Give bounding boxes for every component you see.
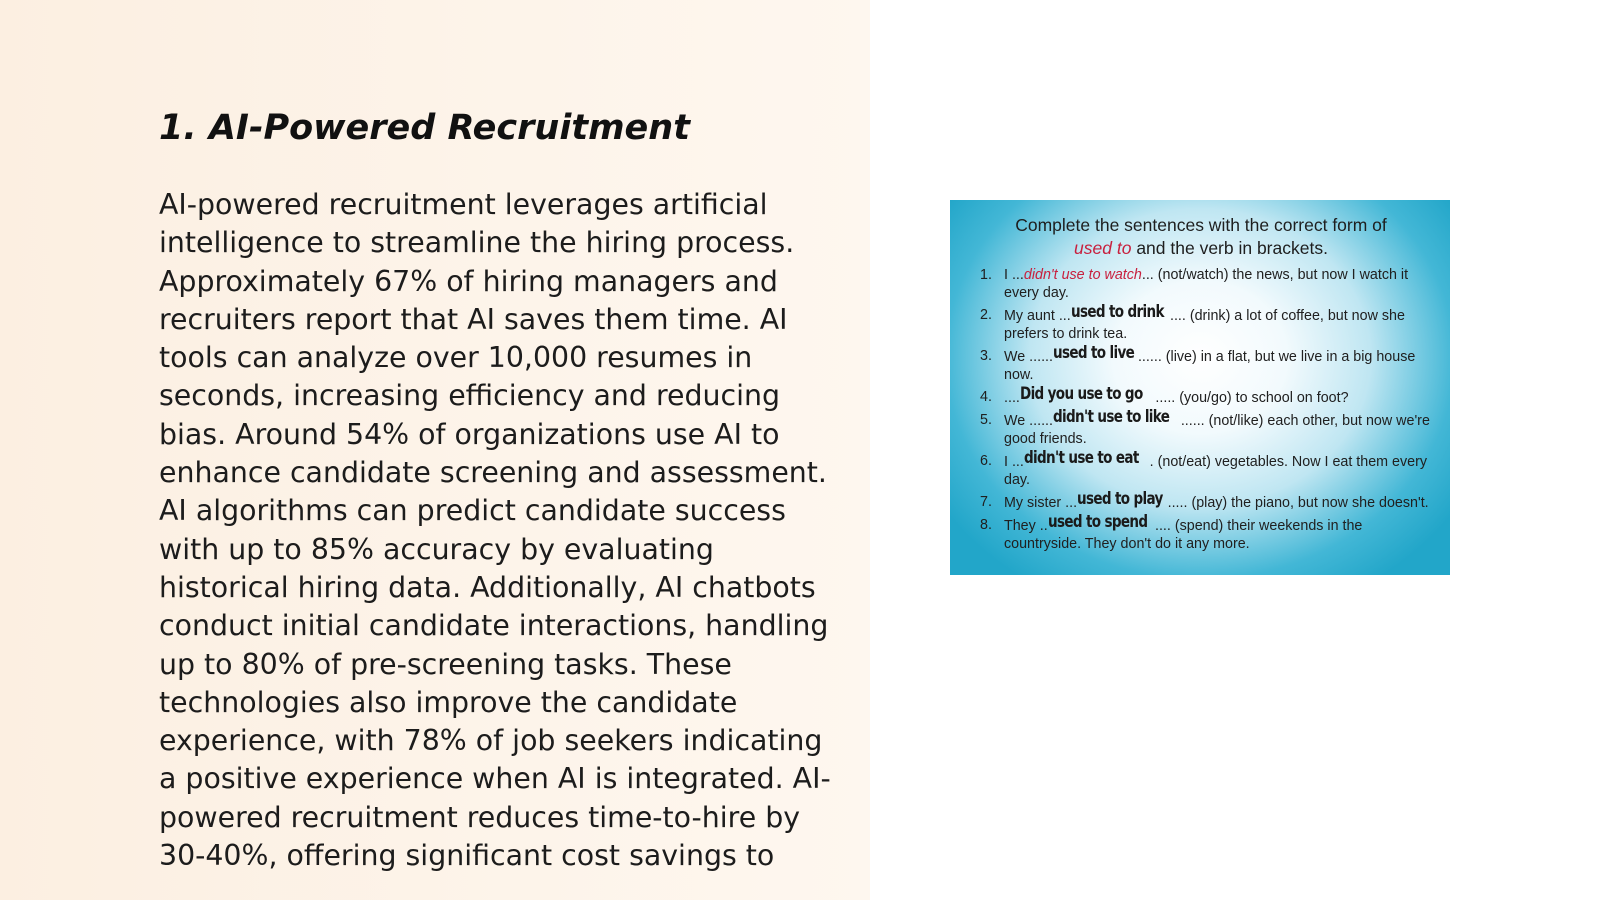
item-sentence: [1004, 512, 1430, 553]
item-sentence: [1004, 302, 1430, 343]
item-post: .... (spend) their weekends in the countryside. They don't do it any more.: [1004, 518, 1363, 552]
item-sentence: [1004, 266, 1430, 302]
item-pre: I ...: [1004, 267, 1024, 283]
item-sentence: [1004, 489, 1430, 512]
item-number: 6.: [980, 453, 992, 469]
worksheet-title: [972, 214, 1430, 260]
item-number: 2.: [980, 307, 992, 323]
item-sentence: [1004, 384, 1430, 407]
worksheet-title-line2: and the verb in brackets.: [1131, 238, 1328, 258]
item-number: 1.: [980, 267, 992, 283]
worksheet-item: [972, 343, 1430, 384]
worksheet-item: [972, 302, 1430, 343]
item-pre: My sister ...: [1004, 495, 1078, 511]
item-answer: didn't use to eat: [1023, 448, 1139, 467]
item-number: 7.: [980, 494, 992, 510]
slide-title: 1. AI-Powered Recruitment: [159, 108, 690, 148]
item-sentence: [1004, 343, 1430, 384]
item-sentence: [1004, 407, 1430, 448]
item-answer: used to drink: [1070, 302, 1164, 321]
item-answer: used to spend: [1047, 512, 1148, 531]
item-post: ...... (live) in a flat, but we live in a big house now.: [1004, 349, 1416, 383]
slide-body-text: AI-powered recruitment leverages artificial intelligence to streamline the hiring process. Approximately 67% of hiring managers and recruiters report that AI saves them time. AI tools can analyze over 10,000 resumes in seconds, increasing efficiency and reducing bias. Around 54% of organizations use AI to enhance candidate screening and assessment. AI algorithms can predict candidate success with up to 85% accuracy by evaluating historical hiring data. Additionally, AI chatbots conduct initial candidate interactions, handling up to 80% of pre-screening tasks. These technologies also improve the candidate experience, with 78% of job seekers indicating a positive experience when AI is integrated. AI-powered recruitment reduces time-to-hire by 30-40%, offering significant cost savings to: [159, 188, 831, 873]
item-post: .... (drink) a lot of coffee, but now she prefers to drink tea.: [1004, 308, 1405, 342]
worksheet-item: [972, 489, 1430, 512]
item-pre: We ......: [1004, 349, 1053, 365]
item-pre: I ...: [1004, 454, 1024, 470]
item-post: . (not/eat) vegetables. Now I eat them every day.: [1004, 454, 1428, 488]
item-post: ..... (you/go) to school on foot?: [1155, 390, 1349, 406]
item-post: ...... (not/like) each other, but now we're good friends.: [1004, 413, 1430, 447]
worksheet-item: [972, 407, 1430, 448]
worksheet-item: [972, 384, 1430, 407]
worksheet-item: [972, 448, 1430, 489]
item-post: ..... (play) the piano, but now she doesn't.: [1167, 495, 1429, 511]
worksheet-image: [950, 200, 1450, 575]
item-number: 8.: [980, 517, 992, 533]
worksheet-title-accent: used to: [1074, 238, 1132, 258]
worksheet-exercise-list: [972, 266, 1430, 553]
item-sentence: [1004, 448, 1430, 489]
item-pre: They ..: [1004, 518, 1048, 534]
item-number: 3.: [980, 348, 992, 364]
item-answer: Did you use to go: [1019, 384, 1143, 403]
item-pre: We ......: [1004, 413, 1053, 429]
item-answer: didn't use to watch: [1023, 267, 1142, 283]
item-answer: didn't use to like: [1053, 407, 1170, 426]
worksheet-title-line1: Complete the sentences with the correct form of: [1015, 215, 1387, 235]
item-number: 5.: [980, 412, 992, 428]
item-post: ... (not/watch) the news, but now I watch it every day.: [1004, 267, 1409, 301]
worksheet-item: [972, 266, 1430, 302]
item-answer: used to play: [1077, 489, 1163, 508]
item-number: 4.: [980, 389, 992, 405]
item-pre: My aunt ...: [1004, 308, 1071, 324]
item-pre: ....: [1004, 390, 1020, 406]
item-answer: used to live: [1053, 343, 1135, 362]
worksheet-item: [972, 512, 1430, 553]
